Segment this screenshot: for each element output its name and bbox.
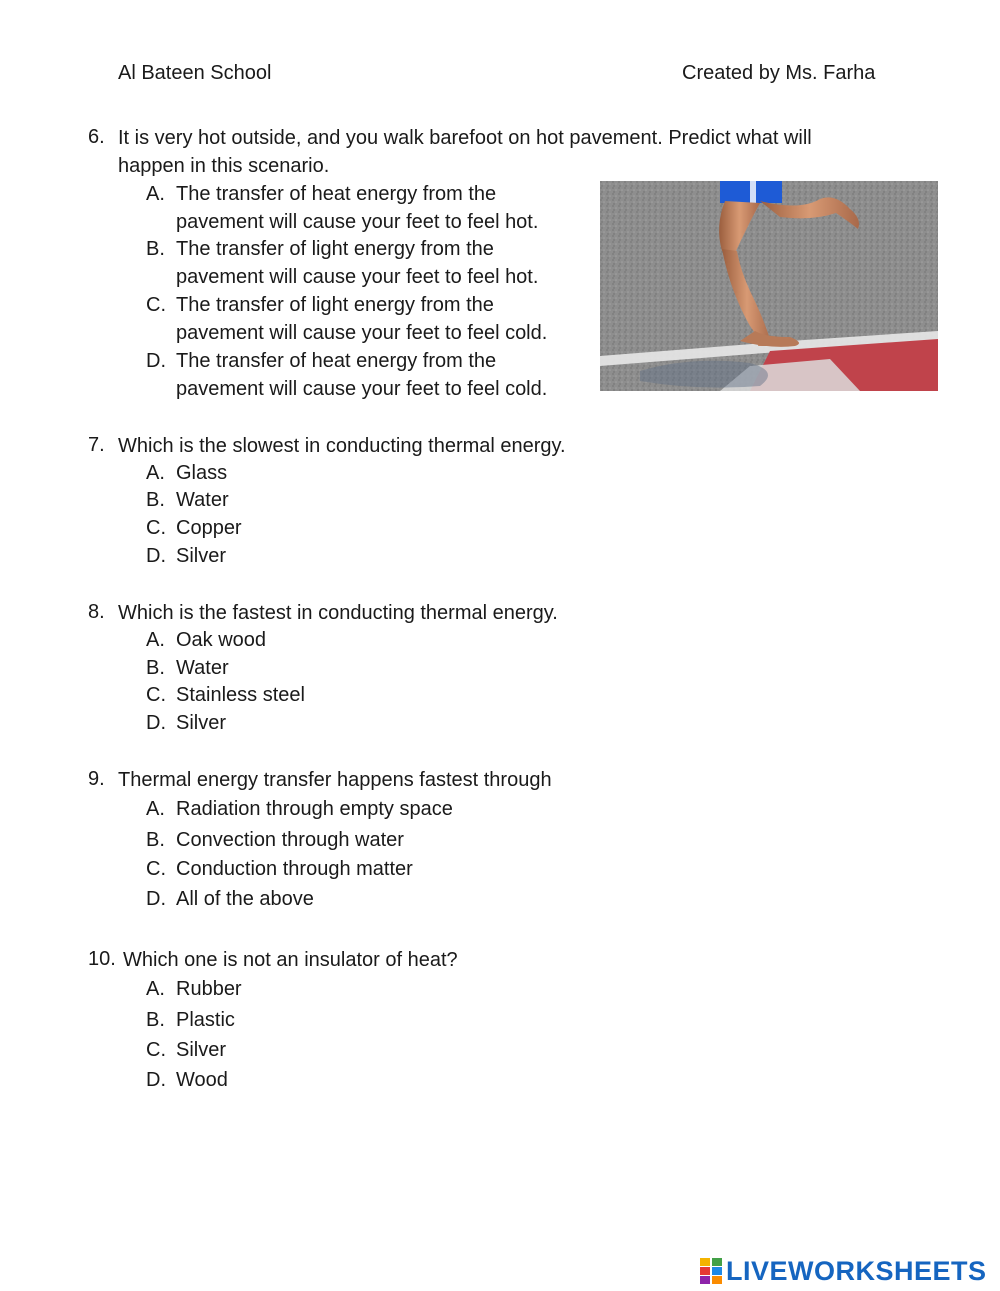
option-text: Silver — [176, 712, 227, 734]
question-number: 6. — [88, 126, 105, 148]
question-text: Which one is not an insulator of heat? — [123, 949, 458, 971]
logo-block-orange — [712, 1276, 722, 1284]
option-c[interactable] — [146, 514, 446, 542]
question-text: Which is the slowest in conducting thermal energy. — [118, 435, 566, 457]
liveworksheets-logo — [700, 1256, 987, 1286]
question-number: 9. — [88, 768, 105, 790]
option-b[interactable] — [146, 826, 506, 854]
option-letter: C. — [146, 684, 166, 706]
option-letter: A. — [146, 978, 165, 1000]
option-text: Silver — [176, 545, 227, 567]
option-d[interactable] — [146, 347, 596, 403]
barefoot-pavement-photo — [600, 181, 938, 391]
option-text: Water — [176, 489, 229, 511]
school-name: Al Bateen School — [118, 62, 272, 84]
question-text: Thermal energy transfer happens fastest through — [118, 769, 552, 791]
option-a[interactable] — [146, 459, 446, 487]
option-d[interactable] — [146, 542, 446, 570]
option-letter: A. — [146, 462, 165, 484]
option-b[interactable] — [146, 235, 596, 291]
question-text-line2: happen in this scenario. — [118, 155, 330, 177]
option-c[interactable] — [146, 855, 506, 883]
shorts-stripe — [750, 181, 756, 203]
option-text-line2: pavement will cause your feet to feel hot. — [176, 211, 539, 233]
option-letter: B. — [146, 489, 165, 511]
logo-block-red — [700, 1267, 710, 1275]
option-letter: B. — [146, 1009, 165, 1031]
option-b[interactable] — [146, 486, 446, 514]
option-text: Silver — [176, 1039, 227, 1061]
logo-block-green — [712, 1258, 722, 1266]
option-letter: A. — [146, 629, 165, 651]
question-number: 7. — [88, 434, 105, 456]
option-a[interactable] — [146, 180, 596, 236]
option-text: Radiation through empty space — [176, 798, 453, 820]
option-d[interactable] — [146, 1066, 446, 1094]
option-b[interactable] — [146, 1006, 446, 1034]
option-letter: D. — [146, 712, 166, 734]
option-text: Wood — [176, 1069, 228, 1091]
option-letter: D. — [146, 350, 166, 372]
option-text: Stainless steel — [176, 684, 305, 706]
option-text: Water — [176, 657, 229, 679]
question-text: Which is the fastest in conducting thermal energy. — [118, 602, 558, 624]
option-letter: B. — [146, 657, 165, 679]
option-text: Copper — [176, 517, 242, 539]
option-a[interactable] — [146, 975, 446, 1003]
option-text: All of the above — [176, 888, 314, 910]
option-letter: D. — [146, 888, 166, 910]
question-text-line1: It is very hot outside, and you walk barefoot on hot pavement. Predict what will — [118, 127, 812, 149]
option-text-line1: The transfer of heat energy from the — [176, 183, 497, 205]
option-text-line1: The transfer of light energy from the — [176, 294, 494, 316]
option-text-line2: pavement will cause your feet to feel cold. — [176, 322, 548, 344]
option-letter: A. — [146, 183, 165, 205]
option-c[interactable] — [146, 1036, 446, 1064]
option-text: Conduction through matter — [176, 858, 413, 880]
option-letter: D. — [146, 545, 166, 567]
question-number: 10. — [88, 948, 116, 970]
option-letter: B. — [146, 238, 165, 260]
option-text-line1: The transfer of light energy from the — [176, 238, 494, 260]
logo-text: LIVEWORKSHEETS — [726, 1255, 987, 1286]
logo-block-blue — [712, 1267, 722, 1275]
option-letter: A. — [146, 798, 165, 820]
option-c[interactable] — [146, 291, 596, 347]
option-letter: C. — [146, 858, 166, 880]
option-d[interactable] — [146, 709, 446, 737]
option-b[interactable] — [146, 654, 446, 682]
logo-blocks-icon — [700, 1258, 722, 1284]
option-text: Convection through water — [176, 829, 404, 851]
logo-block-purple — [700, 1276, 710, 1284]
author-credit: Created by Ms. Farha — [682, 62, 876, 84]
option-c[interactable] — [146, 681, 446, 709]
option-letter: C. — [146, 294, 166, 316]
option-text-line1: The transfer of heat energy from the — [176, 350, 497, 372]
option-text: Glass — [176, 462, 228, 484]
logo-block-yellow — [700, 1258, 710, 1266]
option-text: Rubber — [176, 978, 242, 1000]
option-text: Oak wood — [176, 629, 267, 651]
option-letter: B. — [146, 829, 165, 851]
option-d[interactable] — [146, 885, 506, 913]
option-text-line2: pavement will cause your feet to feel cold. — [176, 378, 548, 400]
option-letter: D. — [146, 1069, 166, 1091]
option-letter: C. — [146, 1039, 166, 1061]
question-number: 8. — [88, 601, 105, 623]
option-text: Plastic — [176, 1009, 235, 1031]
option-text-line2: pavement will cause your feet to feel hot. — [176, 266, 539, 288]
option-letter: C. — [146, 517, 166, 539]
option-a[interactable] — [146, 795, 506, 823]
option-a[interactable] — [146, 626, 446, 654]
